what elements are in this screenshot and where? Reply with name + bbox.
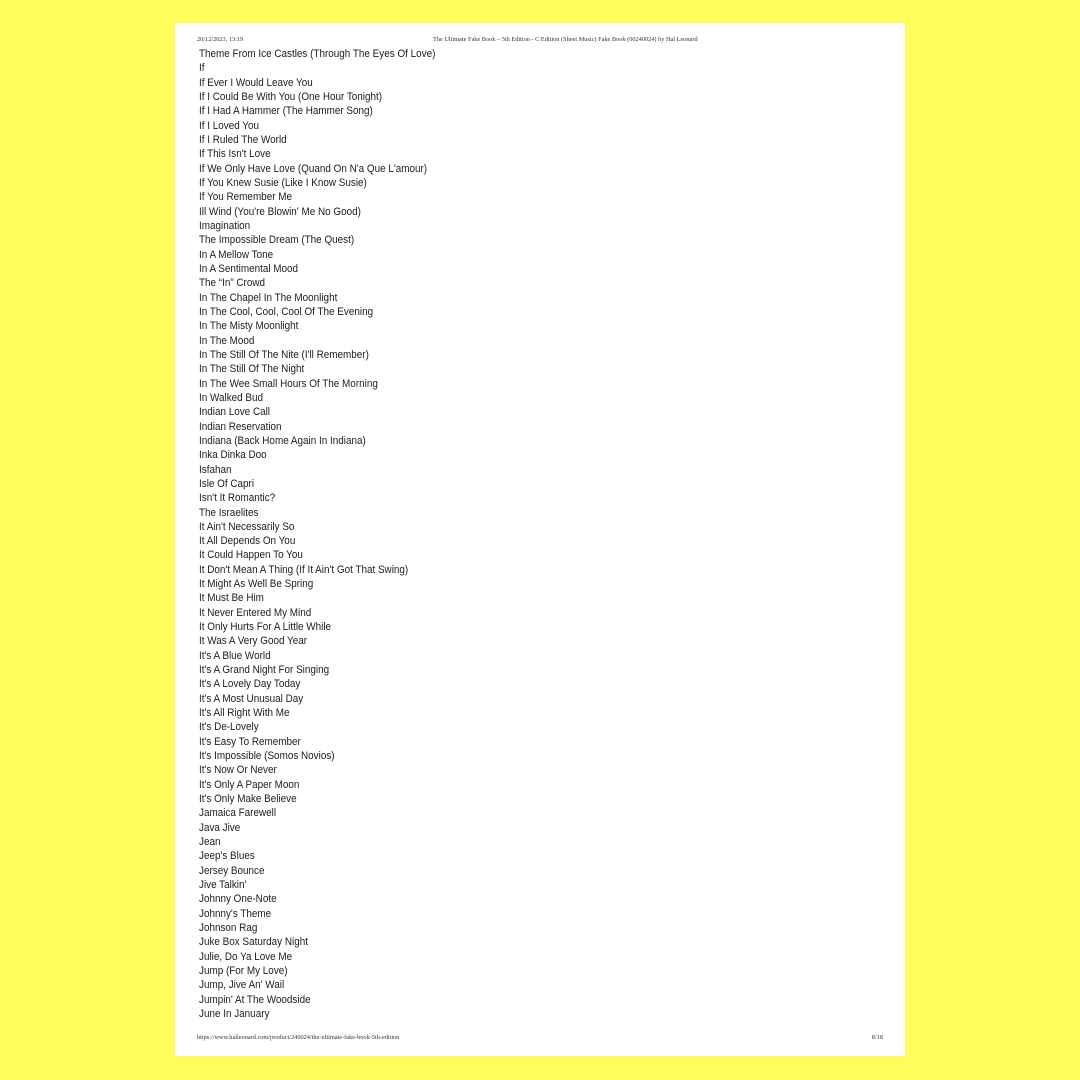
song-title: If Ever I Would Leave You	[199, 76, 313, 89]
print-footer	[197, 1034, 883, 1044]
document-page	[175, 23, 905, 1056]
song-title: It Never Entered My Mind	[199, 606, 312, 619]
song-title: Jean	[199, 836, 221, 849]
song-title: It Must Be Him	[199, 592, 264, 605]
song-title: In The Misty Moonlight	[199, 320, 299, 333]
song-title: It's Impossible (Somos Novios)	[199, 750, 335, 763]
song-title: If You Remember Me	[199, 191, 293, 204]
print-url: https://www.halleonard.com/product/240024/the-ultimate-fake-book-5th-edition	[197, 1034, 400, 1041]
song-title: Isn't It Romantic?	[199, 492, 276, 505]
song-title: It's A Grand Night For Singing	[199, 664, 330, 677]
song-title: Johnson Rag	[199, 922, 258, 935]
song-title: Indian Love Call	[199, 406, 271, 419]
print-date: 20/12/2023, 13:19	[197, 36, 244, 43]
song-title: It's A Blue World	[199, 649, 271, 662]
song-title: Isfahan	[199, 463, 232, 476]
song-title: If	[199, 62, 205, 75]
song-title: If We Only Have Love (Quand On N'a Que L'amour)	[199, 162, 428, 175]
song-title: It All Depends On You	[199, 535, 296, 548]
song-title: If I Ruled The World	[199, 133, 287, 146]
print-header	[197, 36, 883, 46]
song-title: Johnny One-Note	[199, 893, 277, 906]
song-title: Jamaica Farewell	[199, 807, 277, 820]
song-title: In The Chapel In The Moonlight	[199, 291, 338, 304]
song-title: It's De-Lovely	[199, 721, 259, 734]
song-title: It Don't Mean A Thing (If It Ain't Got That Swing)	[199, 563, 409, 576]
song-title: It Could Happen To You	[199, 549, 303, 562]
song-title: It Was A Very Good Year	[199, 635, 308, 648]
song-title: It's A Most Unusual Day	[199, 692, 304, 705]
song-title: Jumpin' At The Woodside	[199, 993, 311, 1006]
song-title: Julie, Do Ya Love Me	[199, 950, 293, 963]
song-title: In A Mellow Tone	[199, 248, 274, 261]
song-title: In The Mood	[199, 334, 255, 347]
song-title: Theme From Ice Castles (Through The Eyes Of Love)	[199, 48, 436, 60]
song-title: The Israelites	[199, 506, 259, 519]
song-title: Imagination	[199, 219, 251, 232]
song-title: It's Only A Paper Moon	[199, 778, 300, 791]
song-title: It's A Lovely Day Today	[199, 678, 301, 691]
song-title: It's Easy To Remember	[199, 735, 301, 748]
song-title: Juke Box Saturday Night	[199, 936, 308, 949]
song-title: It Ain't Necessarily So	[199, 520, 295, 533]
song-title: Ill Wind (You're Blowin' Me No Good)	[199, 205, 361, 218]
song-title: In The Cool, Cool, Cool Of The Evening	[199, 305, 374, 318]
song-title: Indiana (Back Home Again In Indiana)	[199, 434, 366, 447]
song-title: If I Had A Hammer (The Hammer Song)	[199, 105, 373, 118]
song-title: In A Sentimental Mood	[199, 262, 299, 275]
print-title: The Ultimate Fake Book – 5th Edition - C Edition (Sheet Music) Fake Book (00240024) by Hal Leonard	[433, 36, 698, 43]
song-title: Jive Talkin'	[199, 879, 247, 892]
song-title: Inka Dinka Doo	[199, 449, 267, 462]
song-list	[199, 47, 435, 1021]
song-title: Jersey Bounce	[199, 864, 265, 877]
song-title: Isle Of Capri	[199, 477, 255, 490]
song-title: June In January	[199, 1007, 270, 1020]
song-title: It's Only Make Believe	[199, 793, 297, 806]
song-title: In The Wee Small Hours Of The Morning	[199, 377, 378, 390]
song-title: It's Now Or Never	[199, 764, 277, 777]
song-title: If This Isn't Love	[199, 148, 271, 161]
song-title: Jump, Jive An' Wail	[199, 979, 285, 992]
song-title: Indian Reservation	[199, 420, 282, 433]
song-title: It Might As Well Be Spring	[199, 578, 314, 591]
song-title: The Impossible Dream (The Quest)	[199, 234, 355, 247]
song-title: In The Still Of The Night	[199, 363, 305, 376]
page-number: 8/18	[871, 1034, 883, 1041]
song-title: Java Jive	[199, 821, 241, 834]
song-title: If I Loved You	[199, 119, 260, 132]
song-title: Johnny's Theme	[199, 907, 272, 920]
song-title: The “In” Crowd	[199, 277, 266, 290]
song-title: Jump (For My Love)	[199, 965, 288, 977]
song-title: If You Knew Susie (Like I Know Susie)	[199, 176, 367, 189]
song-title: Jeep's Blues	[199, 850, 255, 863]
song-title: If I Could Be With You (One Hour Tonight)	[199, 90, 383, 103]
song-title: It Only Hurts For A Little While	[199, 621, 332, 634]
song-title: It's All Right With Me	[199, 707, 290, 720]
song-title: In Walked Bud	[199, 391, 264, 404]
song-title: In The Still Of The Nite (I'll Remember)	[199, 348, 369, 361]
